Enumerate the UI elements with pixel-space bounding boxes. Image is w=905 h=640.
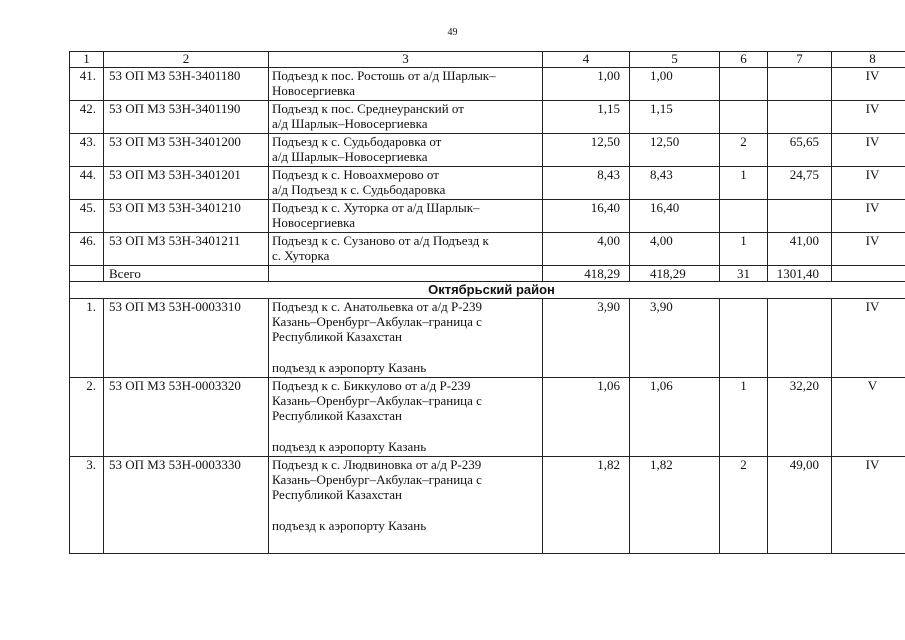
road-name-line: Новосергиевка	[272, 215, 356, 230]
length-value: 3,90	[630, 299, 720, 378]
road-name-cell	[269, 68, 543, 101]
bridge-count	[720, 68, 768, 101]
bridge-length	[768, 200, 832, 233]
table-row	[70, 68, 905, 101]
road-code: 53 ОП МЗ 53Н-3401201	[104, 167, 269, 200]
total-blank	[832, 266, 905, 282]
road-name-cell	[269, 457, 543, 554]
section-row	[70, 282, 905, 299]
table-row	[70, 167, 905, 200]
column-number: 6	[720, 52, 768, 68]
road-name-line: Подъезд к с. Новоахмерово от	[272, 167, 439, 182]
row-number: 46.	[70, 233, 104, 266]
total-length-total: 418,29	[543, 266, 630, 282]
total-bridge-length: 1301,40	[768, 266, 832, 282]
road-note: подъезд к аэропорту Казань	[272, 518, 427, 533]
road-name-line: Подъезд к пос. Ростошь от а/д Шарлык–	[272, 68, 496, 83]
table-body	[70, 52, 905, 554]
length-value: 4,00	[630, 233, 720, 266]
bridge-count: 2	[720, 457, 768, 554]
total-blank	[269, 266, 543, 282]
length-total: 16,40	[543, 200, 630, 233]
length-value: 8,43	[630, 167, 720, 200]
road-name-line: Подъезд к с. Биккулово от а/д Р-239	[272, 378, 471, 393]
roads-table	[69, 51, 905, 554]
road-note: подъезд к аэропорту Казань	[272, 360, 427, 375]
bridge-count: 1	[720, 233, 768, 266]
road-name-line: а/д Шарлык–Новосергиевка	[272, 116, 428, 131]
length-total: 1,00	[543, 68, 630, 101]
bridge-length: 24,75	[768, 167, 832, 200]
road-note: подъезд к аэропорту Казань	[272, 439, 427, 454]
road-name-line: а/д Подъезд к с. Судьбодаровка	[272, 182, 446, 197]
column-number: 5	[630, 52, 720, 68]
total-bridge-count: 31	[720, 266, 768, 282]
table-row	[70, 200, 905, 233]
row-number: 41.	[70, 68, 104, 101]
total-blank	[70, 266, 104, 282]
road-name-cell	[269, 134, 543, 167]
road-name-line: Подъезд к с. Судьбодаровка от	[272, 134, 442, 149]
road-name-line: Подъезд к с. Хуторка от а/д Шарлык–	[272, 200, 480, 215]
table-row	[70, 134, 905, 167]
bridge-count: 1	[720, 378, 768, 457]
row-number: 2.	[70, 378, 104, 457]
road-category: IV	[832, 167, 905, 200]
road-category: IV	[832, 101, 905, 134]
road-name-line: Подъезд к с. Сузаново от а/д Подъезд к	[272, 233, 489, 248]
bridge-count: 2	[720, 134, 768, 167]
column-number: 4	[543, 52, 630, 68]
table-row	[70, 101, 905, 134]
bridge-count	[720, 299, 768, 378]
table-row	[70, 457, 905, 554]
page-number: 49	[447, 27, 458, 38]
length-total: 3,90	[543, 299, 630, 378]
column-number: 2	[104, 52, 269, 68]
column-number: 3	[269, 52, 543, 68]
road-code: 53 ОП МЗ 53Н-0003330	[104, 457, 269, 554]
road-name-cell	[269, 233, 543, 266]
road-code: 53 ОП МЗ 53Н-0003310	[104, 299, 269, 378]
road-name-cell	[269, 167, 543, 200]
bridge-count	[720, 101, 768, 134]
bridge-length	[768, 68, 832, 101]
road-code: 53 ОП МЗ 53Н-0003320	[104, 378, 269, 457]
length-total: 1,82	[543, 457, 630, 554]
road-category: IV	[832, 457, 905, 554]
row-number: 1.	[70, 299, 104, 378]
length-value: 1,00	[630, 68, 720, 101]
road-name-line: Новосергиевка	[272, 83, 356, 98]
road-name-line: Подъезд к с. Людвиновка от а/д Р-239	[272, 457, 482, 472]
bridge-length	[768, 299, 832, 378]
bridge-length: 65,65	[768, 134, 832, 167]
length-total: 12,50	[543, 134, 630, 167]
bridge-length: 49,00	[768, 457, 832, 554]
table-row	[70, 378, 905, 457]
road-name-line: Подъезд к пос. Среднеуранский от	[272, 101, 464, 116]
bridge-length: 32,20	[768, 378, 832, 457]
total-length-value: 418,29	[630, 266, 720, 282]
length-total: 1,06	[543, 378, 630, 457]
road-category: IV	[832, 233, 905, 266]
bridge-length	[768, 101, 832, 134]
row-number: 43.	[70, 134, 104, 167]
bridge-count: 1	[720, 167, 768, 200]
length-total: 8,43	[543, 167, 630, 200]
road-name-cell	[269, 101, 543, 134]
length-total: 4,00	[543, 233, 630, 266]
length-value: 16,40	[630, 200, 720, 233]
road-name-cell	[269, 299, 543, 378]
road-name-line: а/д Шарлык–Новосергиевка	[272, 149, 428, 164]
road-name-line: Республикой Казахстан	[272, 329, 402, 344]
row-number: 44.	[70, 167, 104, 200]
road-name-cell	[269, 200, 543, 233]
road-category: IV	[832, 68, 905, 101]
road-code: 53 ОП МЗ 53Н-3401211	[104, 233, 269, 266]
road-category: IV	[832, 134, 905, 167]
road-code: 53 ОП МЗ 53Н-3401190	[104, 101, 269, 134]
length-value: 12,50	[630, 134, 720, 167]
column-number: 1	[70, 52, 104, 68]
road-name-line: с. Хуторка	[272, 248, 330, 263]
road-name-cell	[269, 378, 543, 457]
road-name-line: Республикой Казахстан	[272, 408, 402, 423]
column-number-row	[70, 52, 905, 68]
section-title: Октябрьский район	[70, 282, 905, 299]
road-name-line: Казань–Оренбург–Акбулак–граница с	[272, 314, 482, 329]
road-name-line: Казань–Оренбург–Акбулак–граница с	[272, 393, 482, 408]
column-number: 7	[768, 52, 832, 68]
column-number: 8	[832, 52, 905, 68]
road-code: 53 ОП МЗ 53Н-3401210	[104, 200, 269, 233]
road-name-line: Казань–Оренбург–Акбулак–граница с	[272, 472, 482, 487]
bridge-count	[720, 200, 768, 233]
road-name-line: Республикой Казахстан	[272, 487, 402, 502]
road-code: 53 ОП МЗ 53Н-3401180	[104, 68, 269, 101]
total-row	[70, 266, 905, 282]
length-total: 1,15	[543, 101, 630, 134]
table-row	[70, 299, 905, 378]
table-row	[70, 233, 905, 266]
road-category: V	[832, 378, 905, 457]
row-number: 42.	[70, 101, 104, 134]
road-category: IV	[832, 299, 905, 378]
total-label: Всего	[104, 266, 269, 282]
bridge-length: 41,00	[768, 233, 832, 266]
road-category: IV	[832, 200, 905, 233]
row-number: 3.	[70, 457, 104, 554]
length-value: 1,15	[630, 101, 720, 134]
road-code: 53 ОП МЗ 53Н-3401200	[104, 134, 269, 167]
length-value: 1,06	[630, 378, 720, 457]
length-value: 1,82	[630, 457, 720, 554]
road-name-line: Подъезд к с. Анатольевка от а/д Р-239	[272, 299, 483, 314]
row-number: 45.	[70, 200, 104, 233]
